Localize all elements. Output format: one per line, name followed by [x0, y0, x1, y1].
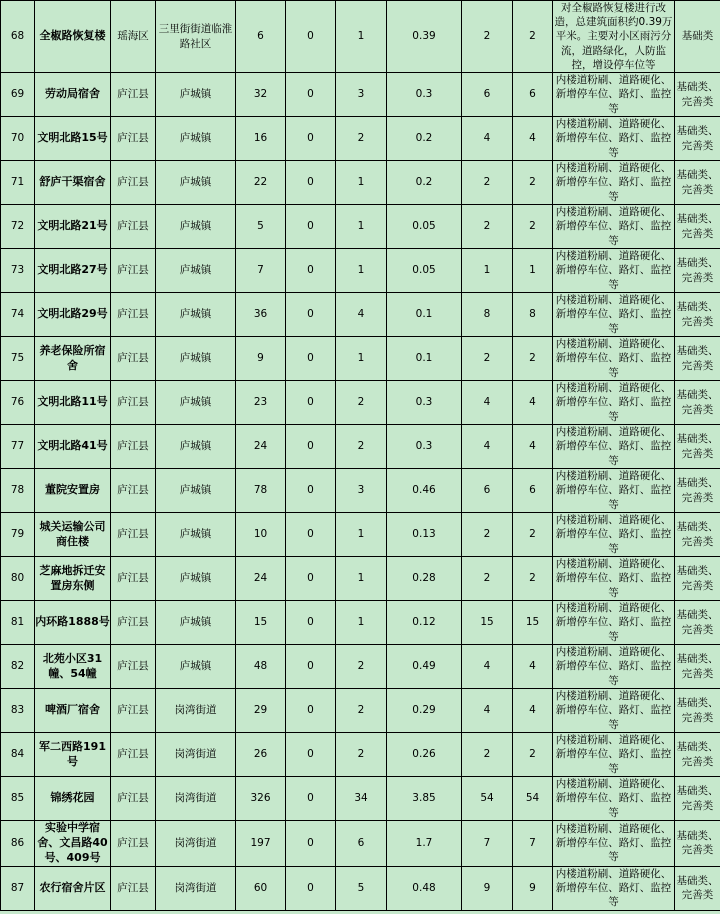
category-cell: 基础类、完善类	[675, 425, 720, 469]
count-cell: 2	[336, 381, 387, 425]
row-number-cell: 71	[1, 161, 35, 205]
community-name-cell: 军二西路191号	[35, 733, 111, 777]
district-cell: 庐江县	[111, 205, 156, 249]
table-row	[1, 293, 720, 337]
count-cell: 0	[286, 733, 336, 777]
renovation-content-cell: 内楼道粉刷、道路硬化、新增停车位、路灯、监控等	[553, 205, 675, 249]
count-cell: 4	[513, 117, 553, 161]
area-cell: 0.2	[387, 117, 462, 161]
category-cell: 基础类、完善类	[675, 601, 720, 645]
table-row	[1, 733, 720, 777]
row-number-cell: 69	[1, 73, 35, 117]
town-cell: 庐城镇	[156, 293, 236, 337]
category-cell: 基础类、完善类	[675, 513, 720, 557]
count-cell: 4	[462, 645, 513, 689]
area-cell: 0.48	[387, 866, 462, 910]
district-cell: 庐江县	[111, 293, 156, 337]
count-cell: 2	[513, 733, 553, 777]
count-cell: 3	[336, 469, 387, 513]
renovation-content-cell: 内楼道粉刷、道路硬化、新增停车位、路灯、监控等	[553, 557, 675, 601]
table-row	[1, 601, 720, 645]
category-cell: 基础类、完善类	[675, 293, 720, 337]
community-name-cell: 文明北路29号	[35, 293, 111, 337]
district-cell: 庐江县	[111, 866, 156, 910]
count-cell: 34	[336, 777, 387, 821]
count-cell: 1	[336, 557, 387, 601]
count-cell: 7	[236, 249, 286, 293]
category-cell: 基础类、完善类	[675, 73, 720, 117]
table-row	[1, 381, 720, 425]
count-cell: 0	[286, 557, 336, 601]
count-cell: 0	[286, 337, 336, 381]
count-cell: 4	[462, 425, 513, 469]
count-cell: 2	[336, 689, 387, 733]
district-cell: 庐江县	[111, 601, 156, 645]
count-cell: 2	[513, 337, 553, 381]
table-row	[1, 117, 720, 161]
community-name-cell: 农行宿舍片区	[35, 866, 111, 910]
district-cell: 庐江县	[111, 645, 156, 689]
category-cell: 基础类、完善类	[675, 161, 720, 205]
table-row	[1, 469, 720, 513]
renovation-content-cell: 内楼道粉刷、道路硬化、新增停车位、路灯、监控等	[553, 249, 675, 293]
table-row	[1, 821, 720, 867]
row-number-cell: 73	[1, 249, 35, 293]
count-cell: 1	[462, 249, 513, 293]
community-name-cell: 实验中学宿舍、文昌路40号、409号	[35, 821, 111, 867]
category-cell: 基础类、完善类	[675, 557, 720, 601]
row-number-cell: 87	[1, 866, 35, 910]
count-cell: 4	[513, 425, 553, 469]
area-cell: 0.3	[387, 381, 462, 425]
town-cell: 庐城镇	[156, 469, 236, 513]
district-cell: 庐江县	[111, 381, 156, 425]
area-cell: 0.29	[387, 689, 462, 733]
count-cell: 0	[286, 866, 336, 910]
count-cell: 9	[513, 866, 553, 910]
count-cell: 7	[513, 821, 553, 867]
row-number-cell: 79	[1, 513, 35, 557]
count-cell: 23	[236, 381, 286, 425]
row-number-cell: 74	[1, 293, 35, 337]
renovation-content-cell: 内楼道粉刷、道路硬化、新增停车位、路灯、监控等	[553, 469, 675, 513]
count-cell: 4	[462, 117, 513, 161]
renovation-content-cell: 内楼道粉刷、道路硬化、新增停车位、路灯、监控等	[553, 777, 675, 821]
count-cell: 1	[513, 249, 553, 293]
count-cell: 5	[236, 205, 286, 249]
renovation-content-cell: 内楼道粉刷、道路硬化、新增停车位、路灯、监控等	[553, 293, 675, 337]
row-number-cell: 84	[1, 733, 35, 777]
table-row	[1, 557, 720, 601]
count-cell: 2	[462, 161, 513, 205]
district-cell: 庐江县	[111, 73, 156, 117]
renovation-content-cell: 内楼道粉刷、道路硬化、新增停车位、路灯、监控等	[553, 513, 675, 557]
count-cell: 8	[513, 293, 553, 337]
community-name-cell: 文明北路27号	[35, 249, 111, 293]
category-cell: 基础类、完善类	[675, 733, 720, 777]
renovation-content-cell: 内楼道粉刷、道路硬化、新增停车位、路灯、监控等	[553, 73, 675, 117]
district-cell: 庐江县	[111, 249, 156, 293]
count-cell: 0	[286, 117, 336, 161]
area-cell: 3.85	[387, 777, 462, 821]
count-cell: 0	[286, 469, 336, 513]
table-row	[1, 249, 720, 293]
area-cell: 0.1	[387, 293, 462, 337]
area-cell: 0.1	[387, 337, 462, 381]
count-cell: 0	[286, 425, 336, 469]
community-name-cell: 北苑小区31幢、54幢	[35, 645, 111, 689]
community-name-cell: 内环路1888号	[35, 601, 111, 645]
count-cell: 4	[513, 645, 553, 689]
community-name-cell: 全椒路恢复楼	[35, 1, 111, 73]
count-cell: 0	[286, 645, 336, 689]
count-cell: 197	[236, 821, 286, 867]
community-name-cell: 锦绣花园	[35, 777, 111, 821]
row-number-cell: 77	[1, 425, 35, 469]
count-cell: 4	[462, 381, 513, 425]
count-cell: 78	[236, 469, 286, 513]
district-cell: 庐江县	[111, 557, 156, 601]
area-cell: 1.7	[387, 821, 462, 867]
count-cell: 9	[462, 866, 513, 910]
count-cell: 0	[286, 381, 336, 425]
category-cell: 基础类、完善类	[675, 866, 720, 910]
category-cell: 基础类、完善类	[675, 117, 720, 161]
community-name-cell: 文明北路41号	[35, 425, 111, 469]
category-cell: 基础类、完善类	[675, 469, 720, 513]
count-cell: 15	[513, 601, 553, 645]
count-cell: 2	[462, 733, 513, 777]
count-cell: 1	[336, 249, 387, 293]
table-row	[1, 205, 720, 249]
row-number-cell: 81	[1, 601, 35, 645]
count-cell: 2	[513, 557, 553, 601]
count-cell: 2	[462, 205, 513, 249]
row-number-cell: 78	[1, 469, 35, 513]
category-cell: 基础类、完善类	[675, 381, 720, 425]
table-row	[1, 1, 720, 73]
table-row	[1, 689, 720, 733]
count-cell: 2	[513, 1, 553, 73]
count-cell: 2	[336, 425, 387, 469]
row-number-cell: 80	[1, 557, 35, 601]
count-cell: 2	[462, 337, 513, 381]
town-cell: 庐城镇	[156, 117, 236, 161]
town-cell: 庐城镇	[156, 557, 236, 601]
count-cell: 6	[462, 469, 513, 513]
renovation-content-cell: 内楼道粉刷、道路硬化、新增停车位、路灯、监控等	[553, 117, 675, 161]
row-number-cell: 72	[1, 205, 35, 249]
count-cell: 0	[286, 777, 336, 821]
count-cell: 4	[513, 381, 553, 425]
count-cell: 60	[236, 866, 286, 910]
renovation-content-cell: 内楼道粉刷、道路硬化、新增停车位、路灯、监控等	[553, 866, 675, 910]
renovation-content-cell: 内楼道粉刷、道路硬化、新增停车位、路灯、监控等	[553, 337, 675, 381]
count-cell: 16	[236, 117, 286, 161]
count-cell: 2	[513, 513, 553, 557]
category-cell: 基础类、完善类	[675, 777, 720, 821]
renovation-content-cell: 内楼道粉刷、道路硬化、新增停车位、路灯、监控等	[553, 601, 675, 645]
town-cell: 庐城镇	[156, 205, 236, 249]
count-cell: 0	[286, 205, 336, 249]
district-cell: 庐江县	[111, 425, 156, 469]
count-cell: 2	[513, 205, 553, 249]
area-cell: 0.12	[387, 601, 462, 645]
row-number-cell: 68	[1, 1, 35, 73]
count-cell: 24	[236, 557, 286, 601]
count-cell: 15	[236, 601, 286, 645]
row-number-cell: 86	[1, 821, 35, 867]
count-cell: 5	[336, 866, 387, 910]
count-cell: 1	[336, 1, 387, 73]
table-row	[1, 161, 720, 205]
area-cell: 0.26	[387, 733, 462, 777]
count-cell: 1	[336, 513, 387, 557]
count-cell: 2	[462, 513, 513, 557]
area-cell: 0.3	[387, 425, 462, 469]
table-row	[1, 73, 720, 117]
count-cell: 0	[286, 73, 336, 117]
count-cell: 54	[462, 777, 513, 821]
count-cell: 9	[236, 337, 286, 381]
count-cell: 24	[236, 425, 286, 469]
row-number-cell: 75	[1, 337, 35, 381]
count-cell: 0	[286, 161, 336, 205]
area-cell: 0.13	[387, 513, 462, 557]
district-cell: 庐江县	[111, 733, 156, 777]
category-cell: 基础类、完善类	[675, 821, 720, 867]
district-cell: 庐江县	[111, 337, 156, 381]
renovation-content-cell: 内楼道粉刷、道路硬化、新增停车位、路灯、监控等	[553, 645, 675, 689]
area-cell: 0.05	[387, 205, 462, 249]
row-number-cell: 76	[1, 381, 35, 425]
category-cell: 基础类、完善类	[675, 337, 720, 381]
count-cell: 0	[286, 249, 336, 293]
table-row	[1, 866, 720, 910]
renovation-content-cell: 内楼道粉刷、道路硬化、新增停车位、路灯、监控等	[553, 733, 675, 777]
count-cell: 48	[236, 645, 286, 689]
count-cell: 0	[286, 513, 336, 557]
community-name-cell: 城关运输公司商住楼	[35, 513, 111, 557]
community-name-cell: 芝麻地拆迁安置房东侧	[35, 557, 111, 601]
district-cell: 庐江县	[111, 777, 156, 821]
community-name-cell: 啤酒厂宿舍	[35, 689, 111, 733]
district-cell: 庐江县	[111, 689, 156, 733]
community-name-cell: 文明北路15号	[35, 117, 111, 161]
town-cell: 庐城镇	[156, 425, 236, 469]
community-name-cell: 舒庐干渠宿舍	[35, 161, 111, 205]
count-cell: 54	[513, 777, 553, 821]
row-number-cell: 83	[1, 689, 35, 733]
count-cell: 7	[462, 821, 513, 867]
count-cell: 22	[236, 161, 286, 205]
district-cell: 庐江县	[111, 513, 156, 557]
town-cell: 岗湾街道	[156, 821, 236, 867]
renovation-content-cell: 内楼道粉刷、道路硬化、新增停车位、路灯、监控等	[553, 161, 675, 205]
town-cell: 庐城镇	[156, 645, 236, 689]
renovation-content-cell: 内楼道粉刷、道路硬化、新增停车位、路灯、监控等	[553, 425, 675, 469]
count-cell: 3	[336, 73, 387, 117]
count-cell: 4	[462, 689, 513, 733]
community-name-cell: 文明北路21号	[35, 205, 111, 249]
area-cell: 0.46	[387, 469, 462, 513]
count-cell: 326	[236, 777, 286, 821]
row-number-cell: 70	[1, 117, 35, 161]
count-cell: 6	[513, 469, 553, 513]
town-cell: 三里街街道临淮路社区	[156, 1, 236, 73]
count-cell: 1	[336, 337, 387, 381]
count-cell: 10	[236, 513, 286, 557]
category-cell: 基础类、完善类	[675, 205, 720, 249]
area-cell: 0.3	[387, 73, 462, 117]
count-cell: 2	[336, 645, 387, 689]
town-cell: 庐城镇	[156, 381, 236, 425]
area-cell: 0.2	[387, 161, 462, 205]
area-cell: 0.39	[387, 1, 462, 73]
district-cell: 瑶海区	[111, 1, 156, 73]
table-row	[1, 425, 720, 469]
category-cell: 基础类	[675, 1, 720, 73]
renovation-content-cell: 内楼道粉刷、道路硬化、新增停车位、路灯、监控等	[553, 689, 675, 733]
town-cell: 岗湾街道	[156, 777, 236, 821]
count-cell: 6	[336, 821, 387, 867]
community-name-cell: 养老保险所宿舍	[35, 337, 111, 381]
count-cell: 1	[336, 601, 387, 645]
table-row	[1, 337, 720, 381]
table-row	[1, 645, 720, 689]
count-cell: 8	[462, 293, 513, 337]
town-cell: 庐城镇	[156, 337, 236, 381]
count-cell: 2	[336, 733, 387, 777]
count-cell: 4	[336, 293, 387, 337]
count-cell: 6	[462, 73, 513, 117]
community-name-cell: 文明北路11号	[35, 381, 111, 425]
row-number-cell: 85	[1, 777, 35, 821]
area-cell: 0.05	[387, 249, 462, 293]
table-row	[1, 777, 720, 821]
community-name-cell: 董院安置房	[35, 469, 111, 513]
count-cell: 29	[236, 689, 286, 733]
district-cell: 庐江县	[111, 161, 156, 205]
count-cell: 2	[462, 557, 513, 601]
renovation-content-cell: 内楼道粉刷、道路硬化、新增停车位、路灯、监控等	[553, 381, 675, 425]
town-cell: 庐城镇	[156, 161, 236, 205]
count-cell: 1	[336, 161, 387, 205]
count-cell: 26	[236, 733, 286, 777]
category-cell: 基础类、完善类	[675, 249, 720, 293]
district-cell: 庐江县	[111, 469, 156, 513]
town-cell: 庐城镇	[156, 601, 236, 645]
count-cell: 15	[462, 601, 513, 645]
count-cell: 0	[286, 293, 336, 337]
count-cell: 2	[336, 117, 387, 161]
community-name-cell: 劳动局宿舍	[35, 73, 111, 117]
category-cell: 基础类、完善类	[675, 689, 720, 733]
count-cell: 0	[286, 601, 336, 645]
area-cell: 0.49	[387, 645, 462, 689]
town-cell: 庐城镇	[156, 73, 236, 117]
count-cell: 6	[513, 73, 553, 117]
count-cell: 2	[462, 1, 513, 73]
count-cell: 2	[513, 161, 553, 205]
town-cell: 庐城镇	[156, 249, 236, 293]
count-cell: 4	[513, 689, 553, 733]
town-cell: 岗湾街道	[156, 733, 236, 777]
count-cell: 0	[286, 821, 336, 867]
town-cell: 岗湾街道	[156, 866, 236, 910]
count-cell: 1	[336, 205, 387, 249]
count-cell: 6	[236, 1, 286, 73]
count-cell: 0	[286, 689, 336, 733]
area-cell: 0.28	[387, 557, 462, 601]
district-cell: 庐江县	[111, 821, 156, 867]
count-cell: 0	[286, 1, 336, 73]
row-number-cell: 82	[1, 645, 35, 689]
category-cell: 基础类、完善类	[675, 645, 720, 689]
renovation-content-cell: 对全椒路恢复楼进行改造，总建筑面积约0.39万平米。主要对小区雨污分流，道路绿化，人防监控，增设停车位等	[553, 1, 675, 73]
table-row	[1, 513, 720, 557]
renovation-content-cell: 内楼道粉刷、道路硬化、新增停车位、路灯、监控等	[553, 821, 675, 867]
town-cell: 庐城镇	[156, 513, 236, 557]
district-cell: 庐江县	[111, 117, 156, 161]
count-cell: 36	[236, 293, 286, 337]
town-cell: 岗湾街道	[156, 689, 236, 733]
count-cell: 32	[236, 73, 286, 117]
